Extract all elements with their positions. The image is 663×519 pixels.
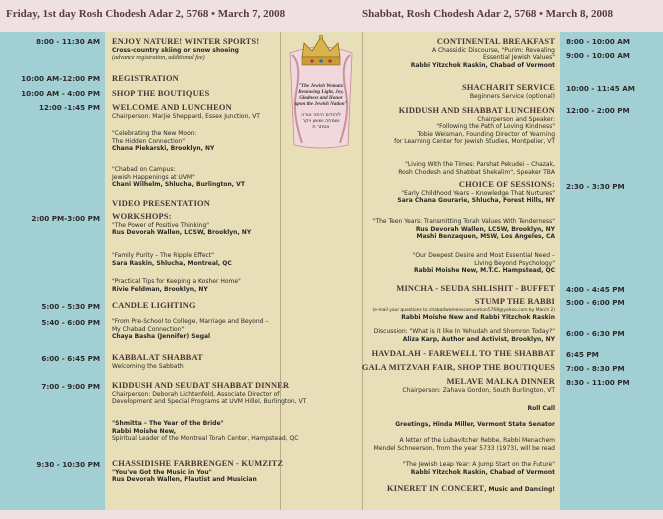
- event-item: A letter of the Lubavitcher Rebbe, Rabbi Menachem Mendel Schneerson, from the year 5733 (1973), will be read: [373, 437, 555, 452]
- event-item: KABBALAT SHABBAT Welcoming the Sabbath: [112, 353, 203, 370]
- time-label: 8:00 - 11:30 AM: [36, 37, 100, 46]
- event-item: MELAVE MALKA DINNER Chairperson: Zahava Gordon, South Burlington, VT: [402, 377, 555, 394]
- event-item: SHOP THE BOUTIQUES: [112, 89, 210, 98]
- crest-caption: "The Jewish Woman: Bestowing Light, Joy, Gladness and Honor upon the Jewish Nation": [294, 83, 348, 107]
- time-label: 10:00 AM - 4:00 PM: [21, 89, 100, 98]
- event-item: Roll Call: [527, 405, 555, 412]
- event-item: CANDLE LIGHTING: [112, 301, 196, 310]
- event-item: WELCOME AND LUNCHEON Chairperson: Marjie Sheppard, Essex Junction, VT: [112, 103, 260, 120]
- event-item: WORKSHOPS: "The Power of Positive Thinking" Rus Devorah Wallen, LCSW, Brooklyn, NY: [112, 212, 252, 237]
- event-item: GALA MITZVAH FAIR, SHOP THE BOUTIQUES: [361, 363, 555, 372]
- event-item: CHOICE OF SESSIONS: "Early Childhood Years – Knowledge That Nurtures" Sara Chana Gourarie, Shlucha, Forest Hills, NY: [397, 180, 555, 205]
- event-item: ENJOY NATURE! WINTER SPORTS! Cross-country skiing or snow shoeing (advance registration, additional fee): [112, 37, 260, 62]
- time-label: 2:00 PM-3:00 PM: [31, 214, 100, 223]
- time-label: 2:30 - 3:30 PM: [566, 182, 625, 191]
- event-item: "Family Purity – The Ripple Effect" Sara Raskin, Shlucha, Montreal, QC: [112, 252, 232, 267]
- event-item: Discussion: "What is it like In Yehudah and Shomron Today?" Aliza Karp, Author and Activist, Brooklyn, NY: [373, 328, 555, 343]
- time-label: 5:40 - 6:00 PM: [41, 318, 100, 327]
- time-label: 8:30 - 11:00 PM: [566, 378, 630, 387]
- time-label: 6:00 - 6:45 PM: [41, 354, 100, 363]
- friday-time-column: [0, 32, 105, 510]
- event-item: MINCHA - SEUDA SHLISHIT - BUFFET: [396, 284, 555, 293]
- friday-header: Friday, 1st day Rosh Chodesh Adar 2, 5768 • March 7, 2008: [6, 8, 286, 20]
- time-label: 5:00 - 6:00 PM: [566, 298, 625, 307]
- event-item: "The Teen Years: Transmitting Torah Values With Tenderness" Rus Devorah Wallen, LCSW, Brooklyn, NY Mashi Benzaquen, MSW, Los Angeles, CA: [372, 218, 555, 241]
- time-label: 9:30 - 10:30 PM: [36, 460, 100, 469]
- time-label: 12:00 -1:45 PM: [38, 103, 100, 112]
- event-item: CHASSIDISHE FARBRENGEN - KUMZITZ "You've Got the Music in You" Rus Devorah Wallen, Flautist and Musician: [112, 459, 284, 484]
- time-label: 6:45 PM: [566, 350, 599, 359]
- event-item: "From Pre-School to College, Marriage and Beyond – My Chabad Connection" Chaya Basha (Jennifer) Segal: [112, 318, 269, 341]
- event-item: CONTINENTAL BREAKFAST A Chassidic Discourse, "Purim: Revealing Essential Jewish Values" Rabbi Yitzchok Raskin, Chabad of Vermont: [410, 37, 555, 69]
- time-label: 4:00 - 4:45 PM: [566, 285, 625, 294]
- event-item: VIDEO PRESENTATION: [112, 199, 210, 208]
- time-label: 7:00 - 8:30 PM: [566, 364, 625, 373]
- event-item: "The Jewish Leap Year: A Jump Start on the Future" Rabbi Yitzchok Raskin, Chabad of Vermont: [402, 461, 555, 476]
- time-label: 6:00 - 6:30 PM: [566, 329, 625, 338]
- divider: [362, 32, 363, 510]
- event-item: "Our Deepest Desire and Most Essential Need – Living Beyond Psychology" Rabbi Moishe New, M.T.C. Hampstead, QC: [412, 252, 555, 275]
- time-label: 10:00 AM-12:00 PM: [21, 74, 100, 83]
- crest-hebrew-verse: ליהודים היתה אורה ושמחה וששון ויקר אסתר ח: [301, 112, 341, 130]
- event-item: KIDDUSH AND SHABBAT LUNCHEON Chairperson and Speaker: "Following the Path of Loving Kindness" Tobie Weisman, Founding Director of Yearning for Learning Center for Jewish Studies, Montpelier, VT: [394, 106, 555, 146]
- event-item: REGISTRATION: [112, 74, 179, 83]
- event-item: KINERET IN CONCERT, Music and Dancing!: [387, 484, 555, 493]
- event-item: "Living With the Times: Parshat Pekudei – Chazak, Rosh Chodesh and Shabbat Shekalim", Speaker TBA: [398, 161, 555, 176]
- time-label: 12:00 - 2:00 PM: [566, 106, 630, 115]
- time-label: 10:00 - 11:45 AM: [566, 84, 635, 93]
- time-label: 9:00 - 10:00 AM: [566, 51, 630, 60]
- event-item: HAVDALAH - FAREWELL TO THE SHABBAT: [371, 349, 555, 358]
- time-label: 5:00 - 5:30 PM: [41, 302, 100, 311]
- time-label: 8:00 - 10:00 AM: [566, 37, 630, 46]
- time-label: 7:00 - 9:00 PM: [41, 382, 100, 391]
- event-item: "Shmitta – The Year of the Bride" Rabbi Moishe New, Spiritual Leader of the Montreal Torah Center, Hampstead, QC: [112, 420, 299, 443]
- event-item: STUMP THE RABBI (e-mail your questions to chabadwomensconvention5768@yahoo.com by March 2) Rabbi Moishe New and Rabbi Yitzchok Raskin: [372, 297, 555, 322]
- event-item: SHACHARIT SERVICE Beginners Service (optional): [461, 83, 555, 100]
- event-item: "Chabad on Campus: Jewish Happenings at UVM" Chani Wilhelm, Shlucha, Burlington, VT: [112, 166, 245, 189]
- shabbat-time-column: [560, 32, 663, 510]
- event-item: KIDDUSH AND SEUDAT SHABBAT DINNER Chairperson: Deborah Lichtenfeld, Associate Director of Development and Special Programs at UVM Hillel, Burlington, VT: [112, 381, 307, 406]
- event-item: "Celebrating the New Moon: The Hidden Connection" Chana Piekarski, Brooklyn, NY: [112, 130, 215, 153]
- event-item: "Practical Tips for Keeping a Kosher Home" Rivie Feldman, Brooklyn, NY: [112, 278, 241, 293]
- event-item: Greetings, Hinda Miller, Vermont State Senator: [395, 421, 555, 428]
- shabbat-header: Shabbat, Rosh Chodesh Adar 2, 5768 • March 8, 2008: [362, 8, 613, 20]
